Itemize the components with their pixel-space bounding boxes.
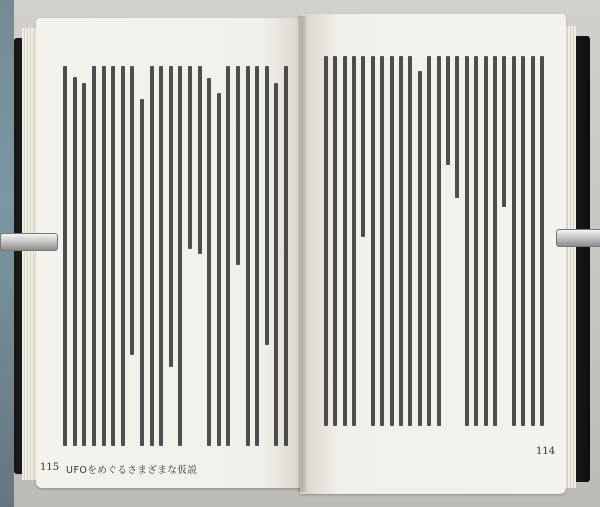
text-line [540, 56, 544, 426]
text-line [130, 66, 134, 355]
text-line [150, 66, 154, 446]
text-line [352, 56, 356, 426]
text-line [493, 56, 497, 426]
text-line [427, 56, 431, 426]
text-line [531, 56, 535, 426]
page-number-left: 115 [40, 462, 60, 473]
text-line [73, 77, 77, 446]
text-line [284, 66, 288, 446]
text-line [446, 56, 450, 165]
text-line [92, 66, 96, 446]
running-head: UFOをめぐるさまざまな仮説 [66, 465, 198, 476]
text-line [274, 83, 278, 446]
text-line [207, 78, 211, 446]
text-line [361, 56, 365, 237]
text-line [390, 56, 394, 426]
text-line [246, 66, 250, 446]
text-line [371, 56, 375, 426]
text-line [484, 56, 488, 426]
page-number-right: 114 [536, 446, 556, 457]
text-line [140, 99, 144, 446]
book-gutter [296, 16, 308, 492]
text-line [408, 56, 412, 426]
text-line [474, 56, 478, 426]
text-line [399, 56, 403, 426]
text-line [63, 66, 67, 446]
text-line [437, 56, 441, 426]
text-line [169, 66, 173, 367]
text-line [188, 66, 192, 249]
binder-clip-right [556, 229, 600, 247]
text-line [521, 56, 525, 426]
text-line [217, 93, 221, 446]
text-line [178, 66, 182, 446]
text-line [111, 66, 115, 446]
text-line [82, 83, 86, 446]
text-line [324, 56, 328, 426]
text-line [121, 66, 125, 446]
right-page [300, 14, 566, 494]
text-line [265, 66, 269, 345]
text-line [198, 66, 202, 254]
text-line [512, 56, 516, 426]
text-line [333, 56, 337, 426]
left-page [36, 18, 304, 488]
binder-clip-left [0, 233, 58, 251]
text-line [343, 56, 347, 426]
text-line [465, 56, 469, 426]
text-line [502, 56, 506, 207]
book-cover-edge [0, 0, 14, 507]
text-line [226, 66, 230, 446]
text-line [255, 66, 259, 446]
text-line [236, 66, 240, 265]
text-line [418, 71, 422, 426]
text-line [102, 66, 106, 446]
text-line [159, 66, 163, 446]
text-line [455, 56, 459, 198]
text-line [380, 56, 384, 426]
